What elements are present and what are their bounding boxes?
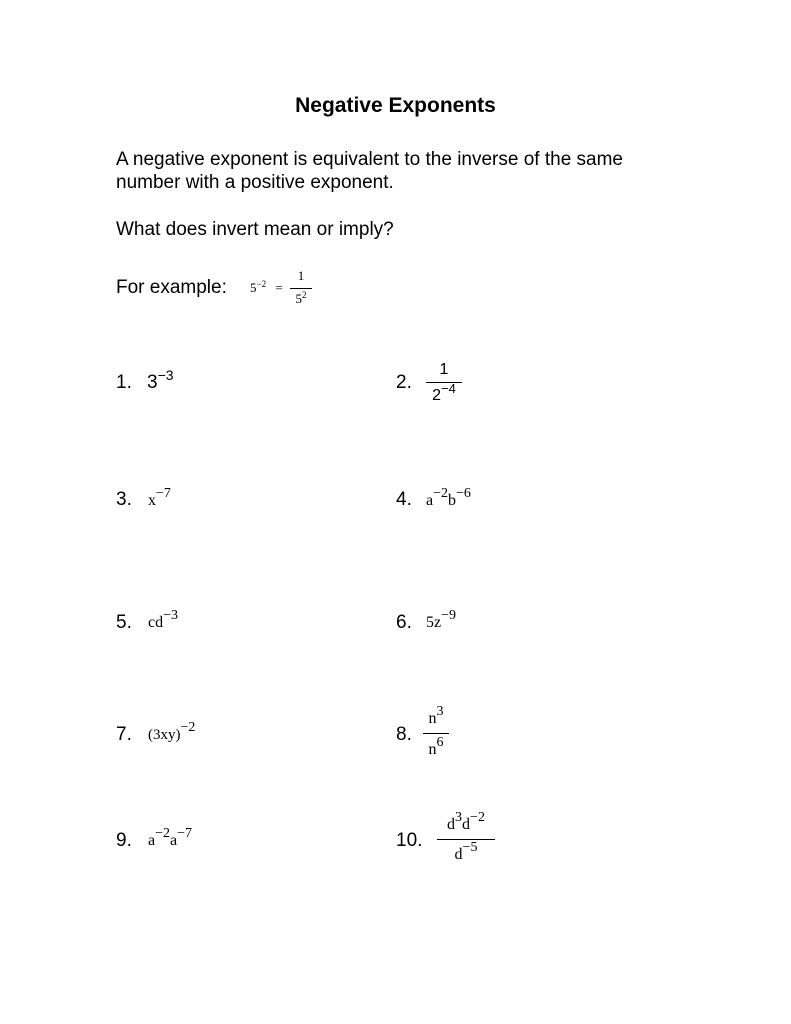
problem-2-fraction — [426, 361, 462, 411]
problem-3-number: 3. — [116, 489, 132, 510]
problem-8-numerator: n3 — [428, 704, 444, 727]
problem-1-expression: $3^{-3}$ — [147, 367, 174, 393]
problem-10-number: 10. — [396, 830, 423, 851]
example-exponent: −2 — [256, 279, 267, 289]
example-denominator: $5^2$ — [295, 290, 307, 306]
problem-10-denominator: d−5 — [454, 840, 478, 863]
intro-line-2: number with a positive exponent. — [116, 172, 394, 193]
problem-5-number: 5. — [116, 612, 132, 633]
problem-9-expression: a−2a−7 — [148, 826, 193, 849]
problem-10-numerator: d3d−2 — [447, 810, 485, 833]
problem-2-denominator: $2^{-4}$ — [432, 381, 456, 404]
example-base: 5 — [250, 280, 257, 295]
problem-8-fraction — [423, 706, 449, 764]
intro-line-1: A negative exponent is equivalent to the inverse of the same — [116, 149, 623, 170]
problem-8-denominator: n6 — [428, 735, 444, 758]
problem-8-number: 8. — [396, 724, 412, 745]
problem-2-numerator: 1 — [439, 361, 449, 378]
example-equals: = — [275, 280, 283, 295]
problem-7-expression: (3xy)−2 — [148, 720, 196, 743]
problem-7-number: 7. — [116, 724, 132, 745]
fraction-bar — [290, 288, 312, 289]
problem-6-number: 6. — [396, 612, 412, 633]
example-fraction — [290, 268, 312, 312]
problem-1-number: 1. — [116, 372, 132, 393]
problem-4-expression: a−2b−6 — [426, 486, 471, 509]
problem-6-expression: 5z−9 — [426, 608, 457, 631]
problem-3-expression: x−7 — [148, 486, 171, 509]
problem-9-number: 9. — [116, 830, 132, 851]
problem-2-number: 2. — [396, 372, 412, 393]
invert-question: What does invert mean or imply? — [116, 219, 394, 240]
page-title: Negative Exponents — [295, 94, 496, 117]
example-numerator: 1 — [297, 268, 305, 283]
problem-5-expression: cd−3 — [148, 608, 179, 631]
example-label: For example: — [116, 277, 227, 298]
example-expression — [250, 280, 283, 296]
problem-4-number: 4. — [396, 489, 412, 510]
problem-10-fraction — [437, 812, 495, 872]
